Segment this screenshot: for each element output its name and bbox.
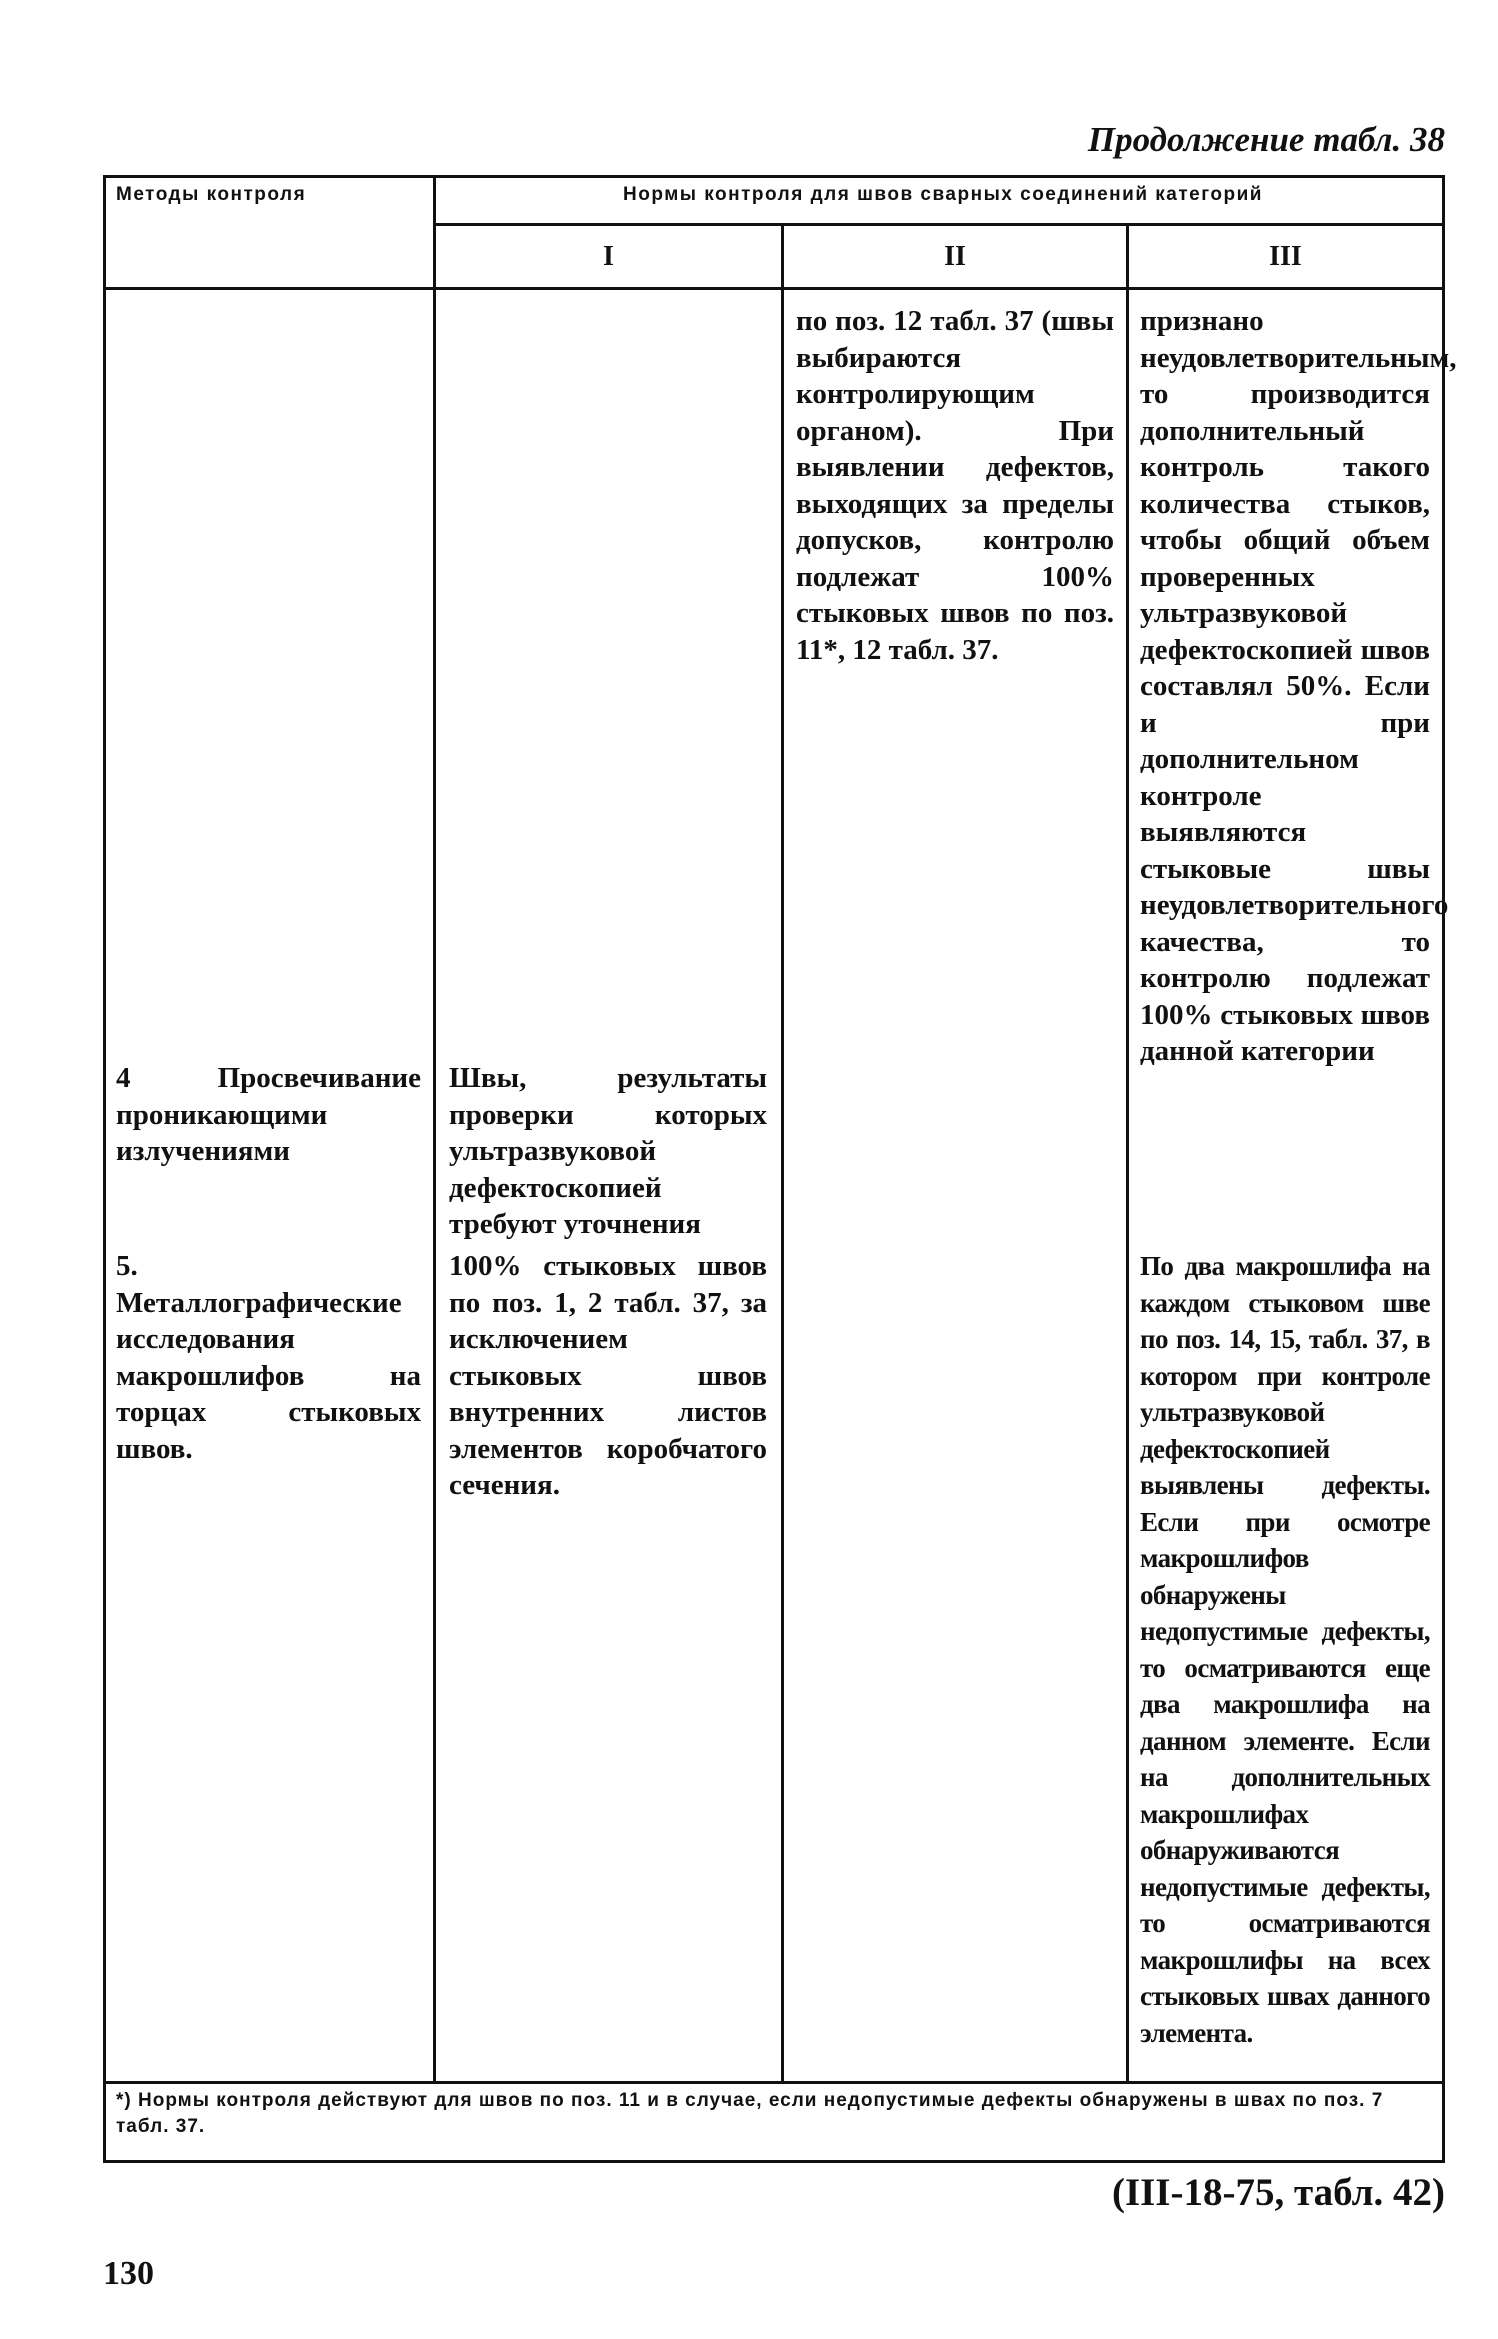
col3-continuation: признано неудовлетворительным, то производится дополнительный контроль такого количества стыков, чтобы общий объем проверенных ультразвуковой дефектоскопией швов составлял 50%. Если и при дополнительном контроле выявляются стыковые швы неудовлетворительного качества, то контролю подлежат 100% стыковых швов данной категории	[1140, 305, 1457, 1067]
header-norms: Нормы контроля для швов сварных соединений категорий	[623, 184, 1263, 205]
column-divider-methods	[433, 178, 436, 2083]
table-caption: Продолжение табл. 38	[1087, 120, 1445, 159]
row5-method: 5. Металлографические исследования макрошлифов на торцах стыковых швов.	[116, 1250, 421, 1465]
column-divider-1-2	[781, 223, 784, 2083]
column-number-iii: III	[1269, 241, 1302, 272]
footnote-rule	[106, 2081, 1442, 2084]
header-bottom-rule	[106, 287, 1442, 290]
col2-continuation: по поз. 12 табл. 37 (швы выбираются контролирующим органом). При выявлении дефектов, выходящих за пределы допусков, контролю подлежат 100% стыковых швов по поз. 11*, 12 табл. 37.	[796, 305, 1114, 666]
row4-method: 4 Просвечивание проникающими излучениями	[116, 1062, 421, 1167]
table-footnote: *) Нормы контроля действуют для швов по поз. 11 и в случае, если недопустимые дефекты обнаружены в швах по поз. 7 табл. 37.	[116, 2090, 1384, 2137]
column-number-i: I	[603, 241, 614, 272]
row5-col1: 100% стыковых швов по поз. 1, 2 табл. 37, за исключением стыковых швов внутренних листов элементов коробчатого сечения.	[449, 1250, 767, 1501]
column-number-ii: II	[944, 241, 966, 272]
header-methods: Методы контроля	[116, 184, 307, 205]
row4-col1: Швы, результаты проверки которых ультразвуковой дефектоскопией требуют уточнения	[449, 1062, 767, 1240]
header-subrule	[433, 223, 1442, 226]
source-reference: (III-18-75, табл. 42)	[1111, 2171, 1445, 2214]
page-number: 130	[103, 2255, 154, 2292]
norms-table	[103, 175, 1457, 2163]
row5-col3: По два макрошлифа на каждом стыковом шве по поз. 14, 15, табл. 37, в котором при контроле ультразвуковой дефектоскопией выявлены дефекты. Если при осмотре макрошлифов обнаружены недопустимые дефекты, то осматриваются еще два макрошлифа на данном элементе. Если на дополнительных макрошлифах обнаруживаются недопустимые дефекты, то осматриваются макрошлифы на всех стыковых швах данного элемента.	[1140, 1251, 1430, 2048]
column-divider-2-3	[1126, 223, 1129, 2083]
